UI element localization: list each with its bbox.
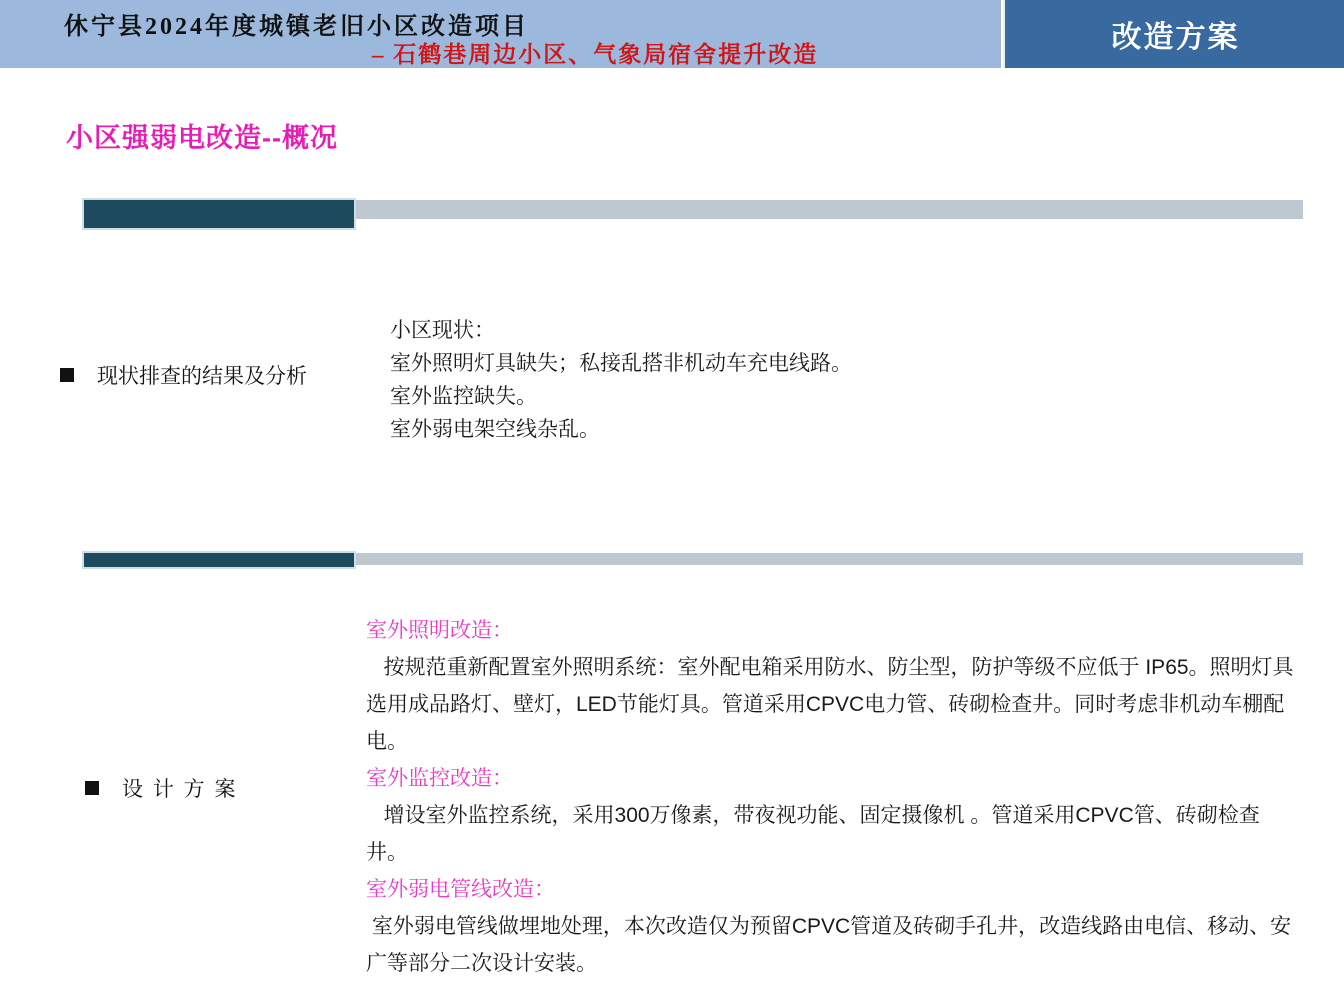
plan-body-lighting: 按规范重新配置室外照明系统：室外配电箱采用防水、防尘型，防护等级不应低于 IP65。照明灯具选用成品路灯、壁灯，LED节能灯具。管道采用CPVC电力管、砖砌检查井。同时考虑非机动车棚配电。 <box>366 656 1294 753</box>
section-label-status <box>60 360 307 390</box>
plan-body-monitoring: 增设室外监控系统，采用300万像素，带夜视功能、固定摄像机 。管道采用CPVC管、砖砌检查井。 <box>366 804 1260 864</box>
design-text-block <box>366 612 1300 982</box>
header-banner <box>0 0 1001 68</box>
section-label-design-text: 设 计 方 案 <box>122 778 238 801</box>
status-line: 室外弱电架空线杂乱。 <box>390 418 600 441</box>
plan-body-weak-current: 室外弱电管线做埋地处理，本次改造仅为预留CPVC管道及砖砌手孔井，改造线路由电信、移动、安广等部分二次设计安装。 <box>366 915 1292 975</box>
status-text-block <box>390 314 990 446</box>
header-tab-label: 改造方案 <box>1111 21 1240 54</box>
divider-teal-top <box>82 198 356 230</box>
header-tab <box>1003 0 1344 68</box>
status-line: 室外照明灯具缺失；私接乱搭非机动车充电线路。 <box>390 352 852 375</box>
plan-heading-weak-current: 室外弱电管线改造： <box>366 878 555 901</box>
divider-teal-bottom <box>82 551 356 569</box>
divider-gray-bottom <box>356 553 1303 565</box>
project-title: 休宁县2024年度城镇老旧小区改造项目 <box>64 14 529 40</box>
status-line: 小区现状： <box>390 319 495 342</box>
status-line: 室外监控缺失。 <box>390 385 537 408</box>
page-title: 小区强弱电改造--概况 <box>66 123 338 153</box>
project-subtitle: – 石鹤巷周边小区、气象局宿舍提升改造 <box>372 42 819 67</box>
bullet-square-icon <box>60 368 74 382</box>
plan-heading-monitoring: 室外监控改造： <box>366 767 513 790</box>
section-label-status-text: 现状排查的结果及分析 <box>97 365 307 388</box>
bullet-square-icon <box>85 781 99 795</box>
plan-heading-lighting: 室外照明改造： <box>366 619 513 642</box>
divider-gray-top <box>356 200 1303 219</box>
section-label-design <box>85 773 238 803</box>
